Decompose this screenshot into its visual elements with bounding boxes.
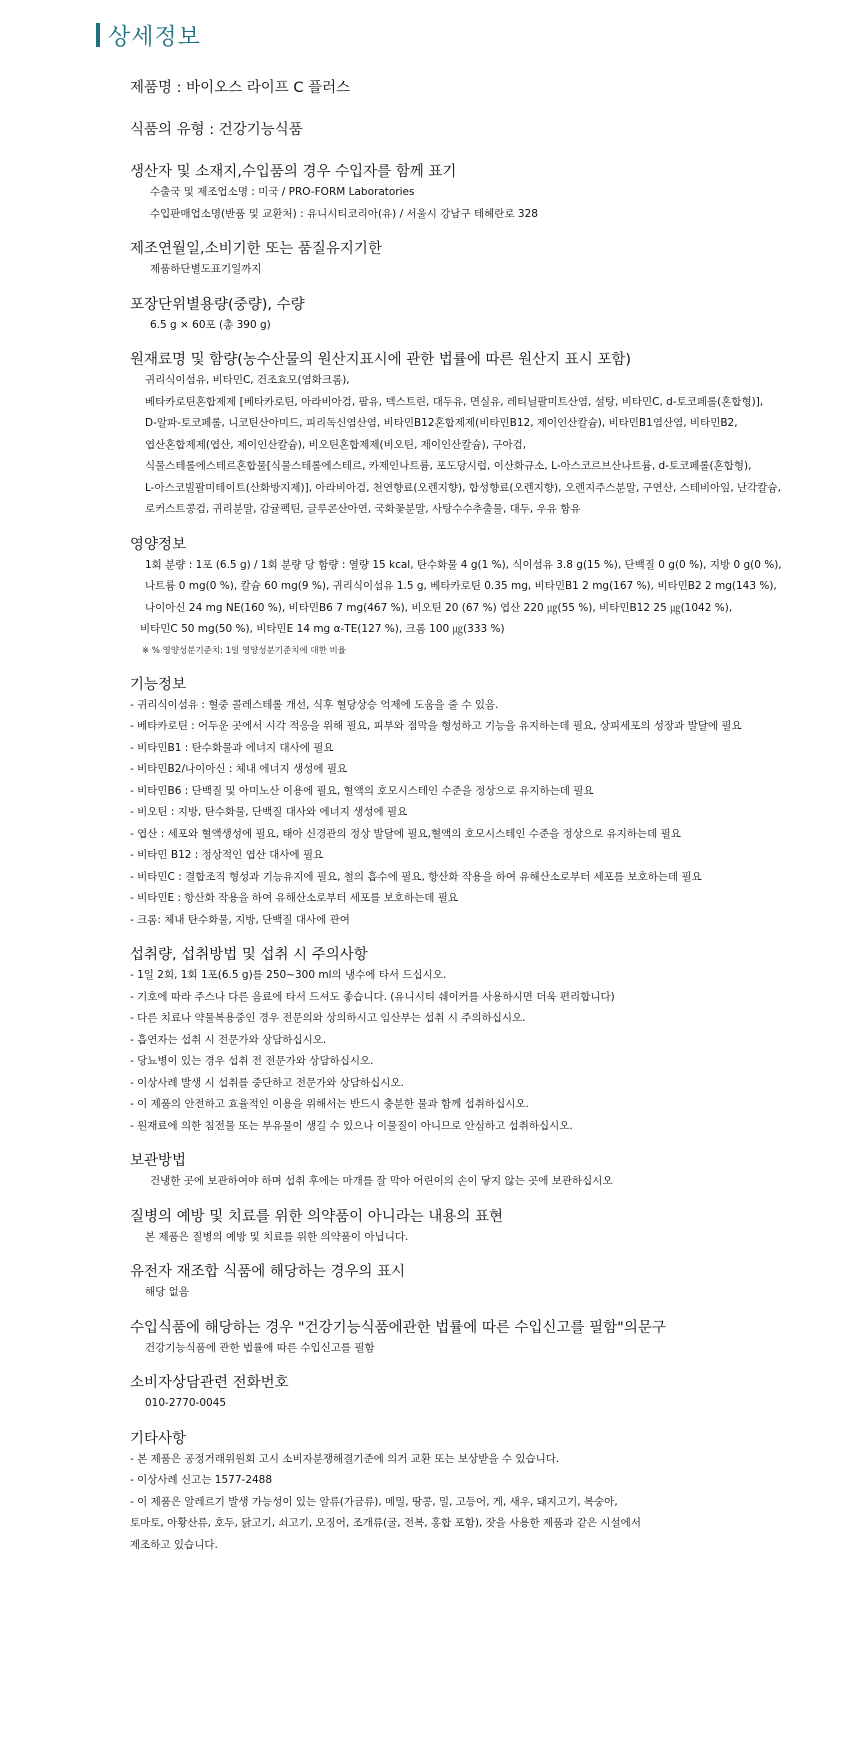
manufacture-date-heading: 제조연월일,소비기한 또는 품질유지기한 [130,241,382,257]
nutrition-line: 1회 분량 : 1포 (6.5 g) / 1회 분량 당 함량 : 열량 15 kcal, 탄수화물 4 g(1 %), 식이섬유 3.8 g(15 %), 단백질 0 g(0 %), 지방 0 g(0 %), [145,558,782,571]
function-line: - 엽산 : 세포와 혈액생성에 필요, 태아 신경관의 정상 발달에 필요,혈액의 호모시스테인 수준을 정상으로 유지하는데 필요 [130,827,681,840]
storage-line: 건냉한 곳에 보관하여야 하며 섭취 후에는 마개를 잘 막아 어린이의 손이 닿지 않는 곳에 보관하십시오 [150,1175,613,1187]
gmo-line: 해당 없음 [145,1286,189,1298]
producer-line: 수입판매업소명(반품 및 교환처) : 유니시티코리아(유) / 서울시 강남구 테헤란로 328 [150,207,538,220]
import-notice-line: 건강기능식품에 관한 법률에 따른 수입신고를 필함 [145,1341,375,1354]
etc-line: 토마토, 아황산류, 호두, 닭고기, 쇠고기, 오징어, 조개류(굴, 전복, 홍합 포함), 잣을 사용한 제품과 같은 시설에서 [130,1517,641,1529]
ingredients-line: L-아스코빌팔미테이트(산화방지제)], 아라비아검, 천연향료(오렌지향), 합성향료(오렌지향), 오렌지주스분말, 구연산, 스테비아잎, 난각칼슘, [145,481,781,494]
nutrition-line: 나이아신 24 mg NE(160 %), 비타민B6 7 mg(467 %), 비오틴 20 (67 %) 엽산 220 ㎍(55 %), 비타민B12 25 ㎍(1042 %), [145,601,733,614]
gmo-heading: 유전자 재조합 식품에 해당하는 경우의 표시 [130,1264,406,1280]
function-line: - 비타민C : 결합조직 형성과 기능유지에 필요, 철의 흡수에 필요, 항산화 작용을 하여 유해산소로부터 세포를 보호하는데 필요 [130,870,702,883]
function-line: - 비타민 B12 : 정상적인 엽산 대사에 필요 [130,849,324,861]
intake-line: - 다른 치료나 약물복용중인 경우 전문의와 상의하시고 임산부는 섭취 시 주의하십시오. [130,1012,526,1024]
import-notice-heading: 수입식품에 해당하는 경우 "건강기능식품에관한 법률에 따른 수입신고를 필함"의문구 [130,1319,666,1336]
ingredients-line: D-알파-토코페롤, 니코틴산아미드, 피리독신염산염, 비타민B12혼합제제(비타민B12, 제이인산칼슘), 비타민B1염산염, 비타민B2, [145,417,738,429]
function-line: - 크롬: 체내 탄수화물, 지방, 단백질 대사에 관여 [130,913,350,926]
ingredients-line: 귀리식이섬유, 비타민C, 건조효모(염화크롬), [145,374,350,386]
etc-line: - 이상사례 신고는 1577-2488 [130,1474,273,1486]
etc-line: - 본 제품은 공정거래위원회 고시 소비자분쟁해결기준에 의거 교환 또는 보상받을 수 있습니다. [130,1452,560,1465]
manufacture-date-line: 제품하단별도표기일까지 [150,263,262,275]
nutrition-line: 나트륨 0 mg(0 %), 칼슘 60 mg(9 %), 귀리식이섬유 1.5 g, 베타카로틴 0.35 mg, 비타민B1 2 mg(167 %), 비타민B2 2 mg(143 %), [145,580,777,592]
intake-line: - 이상사례 발생 시 섭취를 중단하고 전문가와 상담하십시오. [130,1076,404,1089]
consumer-phone-number: 010-2770-0045 [145,1397,227,1409]
producer-heading: 생산자 및 소재지,수입품의 경우 수입자를 함께 표기 [130,164,457,180]
ingredients-line: 로커스트콩검, 귀리분말, 감귤펙틴, 글루콘산아연, 국화꽃분말, 사탕수수추출물, 대두, 우유 함유 [145,503,581,515]
intake-line: - 기호에 따라 주스나 다른 음료에 타서 드셔도 좋습니다. (유니시티 쉐이커를 사용하시면 더욱 편리합니다) [130,990,615,1003]
intake-line: - 1일 2회, 1회 1포(6.5 g)를 250~300 ml의 냉수에 타서 드십시오. [130,969,447,981]
nutrition-line: 비타민C 50 mg(50 %), 비타민E 14 mg α-TE(127 %), 크롬 100 ㎍(333 %) [140,623,505,635]
food-type: 식품의 유형 : 건강기능식품 [130,122,303,138]
function-line: - 비타민B2/나이아신 : 체내 에너지 생성에 필요 [130,763,348,775]
title-accent-bar [96,23,100,47]
not-medicine-heading: 질병의 예방 및 치료를 위한 의약품이 아니라는 내용의 표현 [130,1208,504,1225]
consumer-phone-heading: 소비자상담관련 전화번호 [130,1375,289,1391]
nutrition-heading: 영양정보 [130,536,187,553]
intake-heading: 섭취량, 섭취방법 및 섭취 시 주의사항 [130,947,368,963]
product-name: 제품명 : 바이오스 라이프 C 플러스 [130,80,351,96]
function-line: - 비타민B1 : 탄수화물과 에너지 대사에 필요 [130,741,334,754]
function-line: - 비타민B6 : 단백질 및 아미노산 이용에 필요, 혈액의 호모시스테인 수준을 정상으로 유지하는데 필요 [130,784,594,797]
function-line: - 베타카로틴 : 어두운 곳에서 시각 적응을 위해 필요, 피부와 점막을 형성하고 기능을 유지하는데 필요, 상피세포의 성장과 발달에 필요 [130,720,742,732]
nutrition-note: ※ % 영양성분기준치: 1일 영양성분기준치에 대한 비율 [142,645,346,656]
page-title-block [96,18,201,51]
package-line: 6.5 g × 60포 (총 390 g) [150,318,271,331]
function-line: - 귀리식이섬유 : 혈중 콜레스테롤 개선, 식후 혈당상승 억제에 도움을 줄 수 있음. [130,698,499,711]
function-line: - 비오틴 : 지방, 탄수화물, 단백질 대사와 에너지 생성에 필요 [130,806,408,818]
function-heading: 기능정보 [130,676,187,693]
ingredients-line: 엽산혼합제제(엽산, 제이인산칼슘), 비오틴혼합제제(비오틴, 제이인산칼슘), 구아검, [145,438,527,451]
intake-line: - 흡연자는 섭취 시 전문가와 상담하십시오. [130,1033,327,1046]
intake-line: - 원재료에 의한 침전물 또는 부유물이 생길 수 있으나 이물질이 아니므로 안심하고 섭취하십시오. [130,1119,573,1132]
page-title: 상세정보 [108,24,201,50]
ingredients-line: 식물스테롤에스테르혼합물[식물스테롤에스테르, 카제인나트륨, 포도당시럽, 이산화규소, L-아스코르브산나트륨, d-토코페롤(혼합형), [145,460,752,472]
not-medicine-line: 본 제품은 질병의 예방 및 치료를 위한 의약품이 아닙니다. [145,1230,409,1243]
package-heading: 포장단위별용량(중량), 수량 [130,296,305,313]
intake-line: - 이 제품의 안전하고 효율적인 이용을 위해서는 반드시 충분한 물과 함께 섭취하십시오. [130,1098,529,1110]
storage-heading: 보관방법 [130,1153,187,1169]
ingredients-heading: 원재료명 및 함량(농수산물의 원산지표시에 관한 법률에 따른 원산지 표시 포함) [130,352,632,368]
detail-content [130,78,830,1556]
etc-line: - 이 제품은 알레르기 발생 가능성이 있는 알류(가금류), 메밀, 땅콩, 밀, 고등어, 게, 새우, 돼지고기, 복숭아, [130,1495,618,1508]
etc-line: 제조하고 있습니다. [130,1538,218,1551]
producer-line: 수출국 및 제조업소명 : 미국 / PRO-FORM Laboratories [150,186,415,198]
intake-line: - 당뇨병이 있는 경우 섭취 전 전문가와 상담하십시오. [130,1055,374,1067]
ingredients-line: 베타카로틴혼합제제 [베타카로틴, 아라비아검, 팜유, 덱스트린, 대두유, 면실유, 레티닐팔미트산염, 설탕, 비타민C, d-토코페롤(혼합형)], [145,395,764,408]
function-line: - 비타민E : 항산화 작용을 하여 유해산소로부터 세포를 보호하는데 필요 [130,892,459,904]
etc-heading: 기타사항 [130,1430,187,1447]
